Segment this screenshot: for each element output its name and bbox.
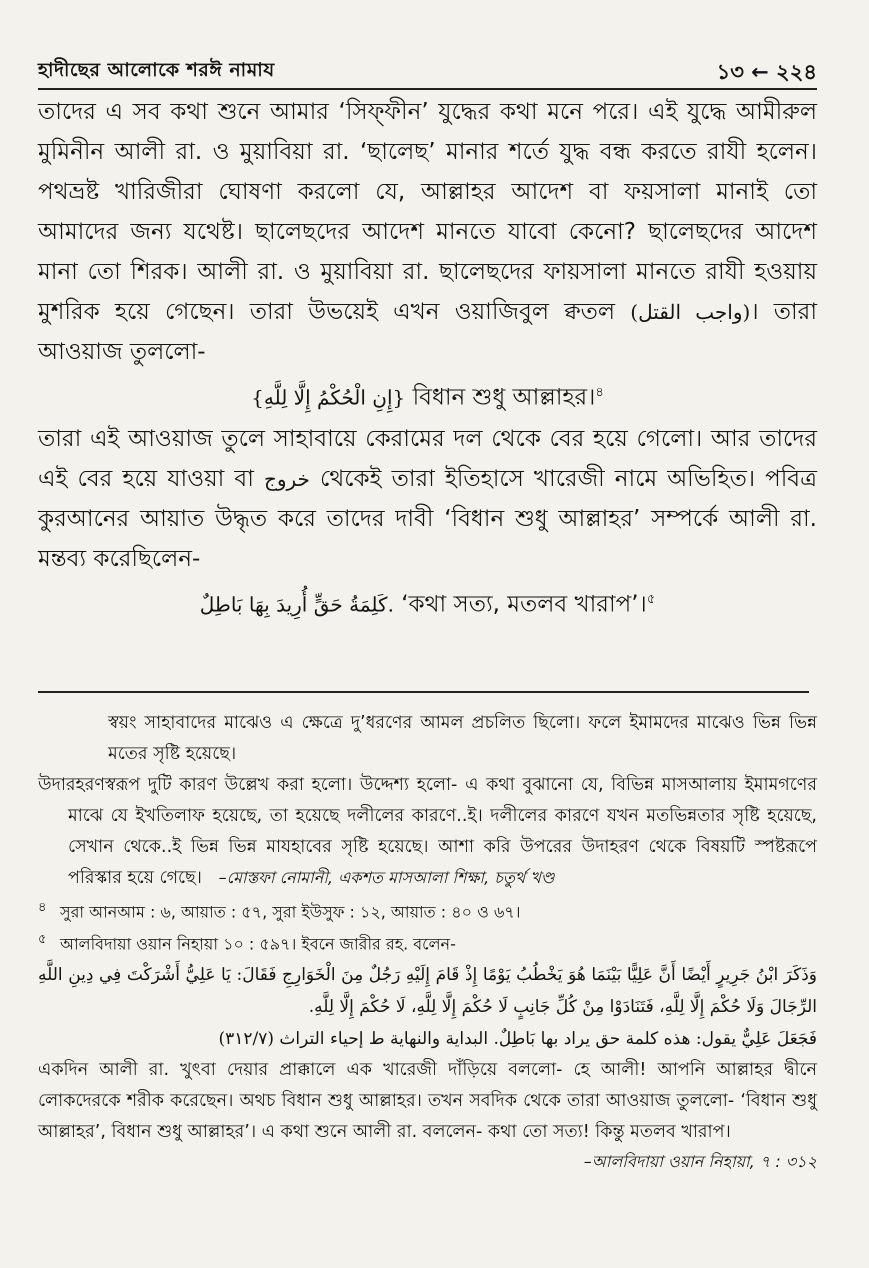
footnote-ref-4[interactable]: ৪ [595,385,604,400]
footnote-5-bangla-translation: একদিন আলী রা. খুৎবা দেয়ার প্রাক্কালে এক খারেজী দাঁড়িয়ে বললো- হে আলী! আপনি আল্লাহর দ্বীনে লোকদেরকে শরীক করেছেন। অথচ বিধান শুধু আল্লাহর। তখন সবদিক থেকে তারা আওয়াজ তুললো- ‘বিধান শুধু আল্লাহর’, বিধান শুধু আল্লাহর’। এ কথা শুনে আলী রা. বললেন- কথা তো সত্য! কিন্তু মতলব খারাপ। [38,1059,817,1142]
main-text [38,92,817,625]
arabic-term: (واجب القتل) [630,300,751,324]
paragraph-2 [38,419,817,579]
paragraph-1 [38,92,817,372]
running-header [38,56,817,90]
paragraph-2-text-a: তারা এই আওয়াজ তুলে সাহাবায়ে কেরামের দল থেকে বের হয়ে গেলো। আর তাদের এই বের হয়ে যাওয়া বা [38,425,817,492]
footnote-5-citation: –আলবিদায়া ওয়ান নিহায়া, ৭ : ৩১২ [583,1151,817,1171]
page-number: ১৩ ← ২২৪ [716,60,817,84]
footnote-5 [38,926,817,958]
footnote-continuation-2 [38,770,817,894]
quote-2-text: ‘কথা সত্য, মতলব খারাপ’। [401,591,647,618]
footnote-attribution: –মোস্তফা নোমানী, একশত মাসআলা শিক্ষা, চতুর্থ খণ্ড [218,868,555,887]
footnote-continuation-2-text: উদারহরণস্বরূপ দুটি কারণ উল্লেখ করা হলো। উদ্দেশ্য হলো- এ কথা বুঝানো যে, বিভিন্ন মাসআলায় ইমামগণের মাঝে যে ইখতিলাফ হয়েছে, তা হয়েছে দলীলের কারণে..ই। দলীলের কারণে যখন মতভিন্নতার সৃষ্টি হয়েছে, সেখান থেকে..ই ভিন্ন ভিন্ন মাযহাবের সৃষ্টি হয়েছে। আশা করি উপরের উদাহরণ থেকে বিষয়টি স্পষ্টরূপে পরিস্কার হয়ে গেছে। [38,775,817,888]
footnote-4-number: ৪ [38,900,47,915]
footnotes [38,708,817,1176]
quote-2 [38,579,817,626]
footnote-5-arabic-source: فَجَعَلَ عَلِيٌّ يقول: هذه كلمة حق يراد بها بَاطِلٌ. البداية والنهاية ط إحياء التراث (٣١٢/٧) [218,1028,817,1049]
book-title: হাদীছের আলোকে শরঈ নামায [38,59,275,81]
quote-2-arabic: كَلِمَةُ حَقٍّ أُرِيدَ بِهَا بَاطِلٌ. [199,592,394,617]
footnote-5-arabic-quote: وَذَكَرَ ابْنُ جَرِيرٍ أَيْضًا أَنَّ عَلِيًّا بَيْنَمَا هُوَ يَخْطُبُ يَوْمًا إِذْ قَامَ إِلَيْهِ رَجُلٌ مِنَ الْخَوَارِجِ فَقَالَ: يَا عَلِيُّ أَشْرَكْتَ فِي دِينِ اللَّهِ الرِّجَالَ وَلَا حُكْمَ إِلَّا لِلَّهِ، فَتَنَادَوْا مِنْ كُلِّ جَانِبٍ لَا حُكْمَ إِلَّا لِلَّهِ، لَا حُكْمَ إِلَّا لِلَّهِ. [38,964,817,1017]
footnote-4-text: সুরা আনআম : ৬, আয়াত : ৫৭, সুরা ইউসুফ : ১২, আয়াত : ৪০ ও ৬৭। [60,902,521,922]
footnote-5-number: ৫ [38,932,47,948]
footnote-5-text: আলবিদায়া ওয়ান নিহায়া ১০ : ৫৯৭। ইবনে জারীর রহ. বলেন- [60,934,456,954]
quote-1-arabic: {إِنِ الْحُكْمُ إِلَّا لِلَّهِ} [251,385,406,410]
paragraph-1-tail: । তারা আওয়াজ তুললো- [38,299,817,365]
footnote-continuation-1: স্বয়ং সাহাবাদের মাঝেও এ ক্ষেত্রে দু’ধরণের আমল প্রচলিত ছিলো। ফলে ইমামদের মাঝেও ভিন্ন ভিন্ন মতের সৃষ্টি হয়েছে। [108,713,817,764]
quote-1-text: বিধান শুধু আল্লাহর। [412,384,596,411]
paragraph-2-text-b: থেকেই তারা ইতিহাসে খারেজী নামে অভিহিত। পবিত্র কুরআনের আয়াত উদ্ধৃত করে তাদের দাবী ‘বিধান শুধু আল্লাহর’ সম্পর্কে আলী রা. মন্তব্য করেছিলেন- [38,465,817,572]
footnote-divider [38,691,809,693]
quote-1 [38,372,817,419]
footnote-4 [38,894,817,926]
paragraph-1-text: তাদের এ সব কথা শুনে আমার ‘সিফ্ফীন’ যুদ্ধের কথা মনে পরে। এই যুদ্ধে আমীরুল মুমিনীন আলী রা. ও মুয়াবিয়া রা. ‘ছালেছ’ মানার শর্তে যুদ্ধ বন্ধ করতে রাযী হলেন। পথভ্রষ্ট খারিজীরা ঘোষণা করলো যে, আল্লাহর আদেশ বা ফয়সালা মানাই তো আমাদের জন্য যথেষ্ট। ছালেছদের আদেশ মানতে যাবো কেনো? ছালেছদের আদেশ মানা তো শিরক। আলী রা. ও মুয়াবিয়া রা. ছালেছদের ফায়সালা মানতে রাযী হওয়ায় মুশরিক হয়ে গেছেন। তারা উভয়েই এখন ওয়াজিবুল ক্বতল [38,99,817,325]
arabic-word-khuruj: خروج [263,466,310,491]
footnote-ref-5[interactable]: ৫ [646,591,656,607]
